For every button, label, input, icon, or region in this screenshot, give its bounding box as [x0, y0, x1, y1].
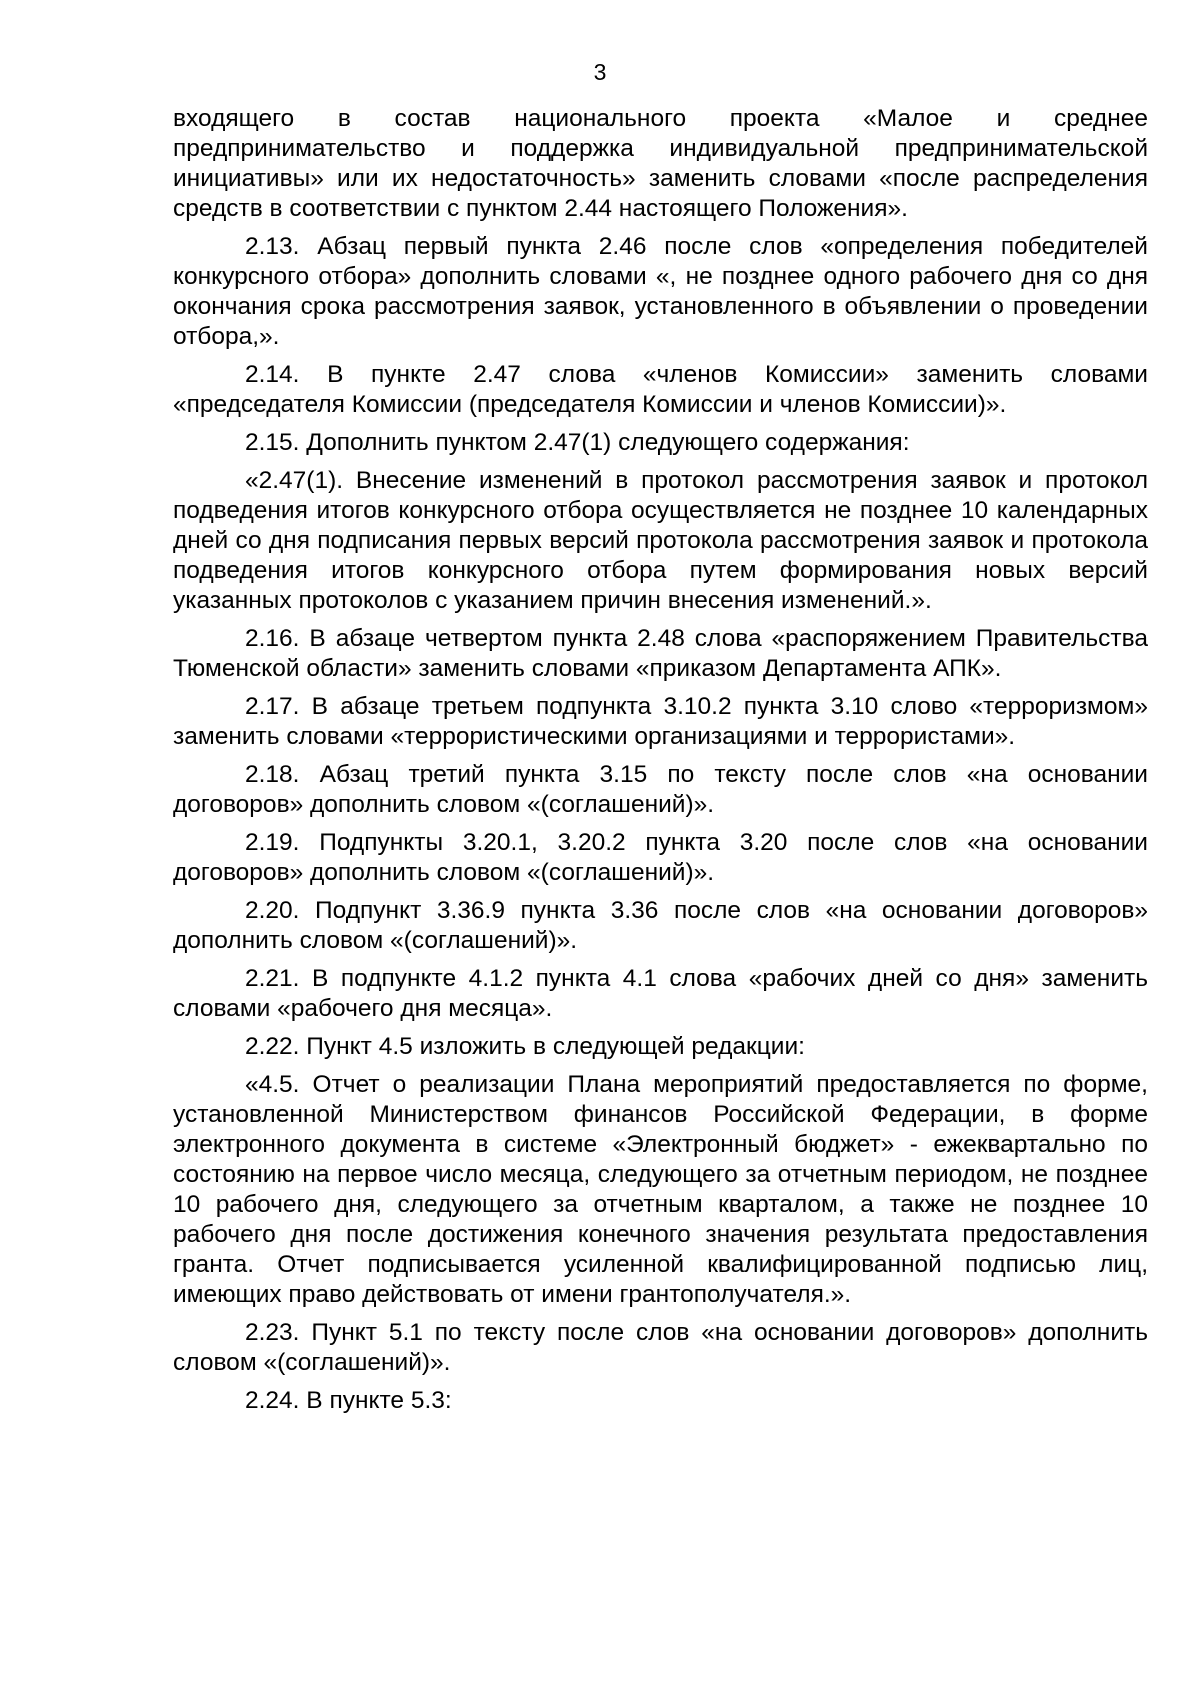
paragraph-2-13: 2.13. Абзац первый пункта 2.46 после слов «определения победителей конкурсного отбора» дополнить словами «, не позднее одного рабочего дня со дня окончания срока рассмотрения заявок, установленного в объявлении о проведении отбора,».: [173, 233, 1148, 350]
paragraph-2-22: 2.22. Пункт 4.5 изложить в следующей редакции:: [245, 1033, 805, 1060]
paragraph-2-21: 2.21. В подпункте 4.1.2 пункта 4.1 слова «рабочих дней со дня» заменить словами «рабочего дня месяца».: [173, 965, 1148, 1022]
document-body: [173, 104, 1148, 1424]
paragraph-2-18: 2.18. Абзац третий пункта 3.15 по тексту после слов «на основании договоров» дополнить словом «(соглашений)».: [173, 761, 1148, 818]
page-number: 3: [593, 59, 607, 85]
paragraph-2-47-1-quote: «2.47(1). Внесение изменений в протокол рассмотрения заявок и протокол подведения итогов конкурсного отбора осуществляется не позднее 10 календарных дней со дня подписания первых версий протокола рассмотрения заявок и протокола подведения итогов конкурсного отбора путем формирования новых версий указанных протоколов с указанием причин внесения изменений.».: [173, 467, 1148, 614]
paragraph-2-24: 2.24. В пункте 5.3:: [245, 1387, 452, 1414]
paragraph-2-15: 2.15. Дополнить пунктом 2.47(1) следующего содержания:: [245, 429, 910, 456]
paragraph-2-16: 2.16. В абзаце четвертом пункта 2.48 слова «распоряжением Правительства Тюменской области» заменить словами «приказом Департамента АПК».: [173, 625, 1148, 682]
paragraph-2-14: 2.14. В пункте 2.47 слова «членов Комиссии» заменить словами «председателя Комиссии (председателя Комиссии и членов Комиссии)».: [173, 361, 1148, 418]
paragraph-2-17: 2.17. В абзаце третьем подпункта 3.10.2 пункта 3.10 слово «терроризмом» заменить словами «террористическими организациями и террористами».: [173, 693, 1148, 750]
paragraph-continuation: входящего в состав национального проекта «Малое и среднее предпринимательство и поддержка индивидуальной предпринимательской инициативы» или их недостаточность» заменить словами «после распределения средств в соответствии с пунктом 2.44 настоящего Положения».: [173, 105, 1148, 222]
paragraph-4-5-quote: «4.5. Отчет о реализации Плана мероприятий предоставляется по форме, установленной Министерством финансов Российской Федерации, в форме электронного документа в системе «Электронный бюджет» - ежеквартально по состоянию на первое число месяца, следующего за отчетным периодом, не позднее 10 рабочего дня, следующего за отчетным кварталом, а также не позднее 10 рабочего дня после достижения конечного значения результата предоставления гранта. Отчет подписывается усиленной квалифицированной подписью лиц, имеющих право действовать от имени грантополучателя.».: [173, 1071, 1148, 1308]
paragraph-2-23: 2.23. Пункт 5.1 по тексту после слов «на основании договоров» дополнить словом «(соглашений)».: [173, 1319, 1148, 1376]
paragraph-2-19: 2.19. Подпункты 3.20.1, 3.20.2 пункта 3.20 после слов «на основании договоров» дополнить словом «(соглашений)».: [173, 829, 1148, 886]
paragraph-2-20: 2.20. Подпункт 3.36.9 пункта 3.36 после слов «на основании договоров» дополнить словом «(соглашений)».: [173, 897, 1148, 954]
